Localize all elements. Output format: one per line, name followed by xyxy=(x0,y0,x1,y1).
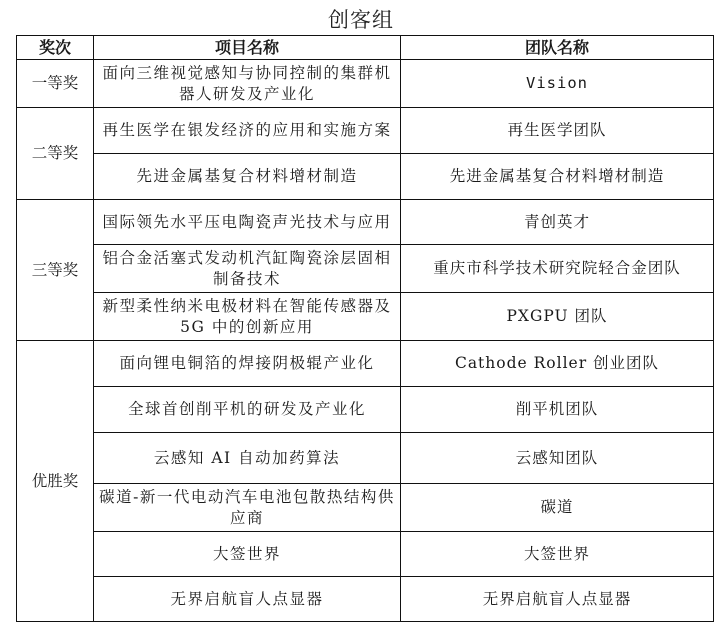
table-row xyxy=(17,108,714,154)
team-cell: Cathode Roller 创业团队 xyxy=(401,341,714,387)
prize-cell: 一等奖 xyxy=(17,60,94,108)
prize-cell: 二等奖 xyxy=(17,108,94,200)
table-row xyxy=(17,532,714,577)
team-cell: 碳道 xyxy=(401,484,714,532)
table-row xyxy=(17,200,714,245)
project-cell: 碳道-新一代电动汽车电池包散热结构供应商 xyxy=(94,484,401,532)
project-cell: 大签世界 xyxy=(94,532,401,577)
project-cell: 全球首创削平机的研发及产业化 xyxy=(94,387,401,433)
table-row xyxy=(17,245,714,293)
prize-cell: 优胜奖 xyxy=(17,341,94,622)
team-cell: 削平机团队 xyxy=(401,387,714,433)
team-cell: 云感知团队 xyxy=(401,433,714,484)
header-project-name: 项目名称 xyxy=(94,36,401,60)
table-row xyxy=(17,387,714,433)
prize-cell: 三等奖 xyxy=(17,200,94,341)
project-cell: 面向锂电铜箔的焊接阴极辊产业化 xyxy=(94,341,401,387)
project-cell: 国际领先水平压电陶瓷声光技术与应用 xyxy=(94,200,401,245)
table-row xyxy=(17,60,714,108)
table-row xyxy=(17,293,714,341)
team-cell: 重庆市科学技术研究院轻合金团队 xyxy=(401,245,714,293)
table-row xyxy=(17,154,714,200)
team-cell: 再生医学团队 xyxy=(401,108,714,154)
team-cell: 无界启航盲人点显器 xyxy=(401,577,714,622)
project-cell: 云感知 AI 自动加药算法 xyxy=(94,433,401,484)
table-row xyxy=(17,433,714,484)
table-row xyxy=(17,341,714,387)
team-cell: PXGPU 团队 xyxy=(401,293,714,341)
team-cell: Vision xyxy=(401,60,714,108)
project-cell: 铝合金活塞式发动机汽缸陶瓷涂层固相制备技术 xyxy=(94,245,401,293)
table-row xyxy=(17,484,714,532)
page-title: 创客组 xyxy=(328,8,394,32)
table-row xyxy=(17,577,714,622)
team-cell: 青创英才 xyxy=(401,200,714,245)
project-cell: 无界启航盲人点显器 xyxy=(94,577,401,622)
project-cell: 新型柔性纳米电极材料在智能传感器及5G 中的创新应用 xyxy=(94,293,401,341)
award-table xyxy=(16,35,714,622)
project-cell: 先进金属基复合材料增材制造 xyxy=(94,154,401,200)
header-team-name: 团队名称 xyxy=(401,36,714,60)
team-cell: 大签世界 xyxy=(401,532,714,577)
project-cell: 面向三维视觉感知与协同控制的集群机器人研发及产业化 xyxy=(94,60,401,108)
team-cell: 先进金属基复合材料增材制造 xyxy=(401,154,714,200)
table-header-row xyxy=(17,36,714,60)
header-prize: 奖次 xyxy=(17,36,94,60)
project-cell: 再生医学在银发经济的应用和实施方案 xyxy=(94,108,401,154)
